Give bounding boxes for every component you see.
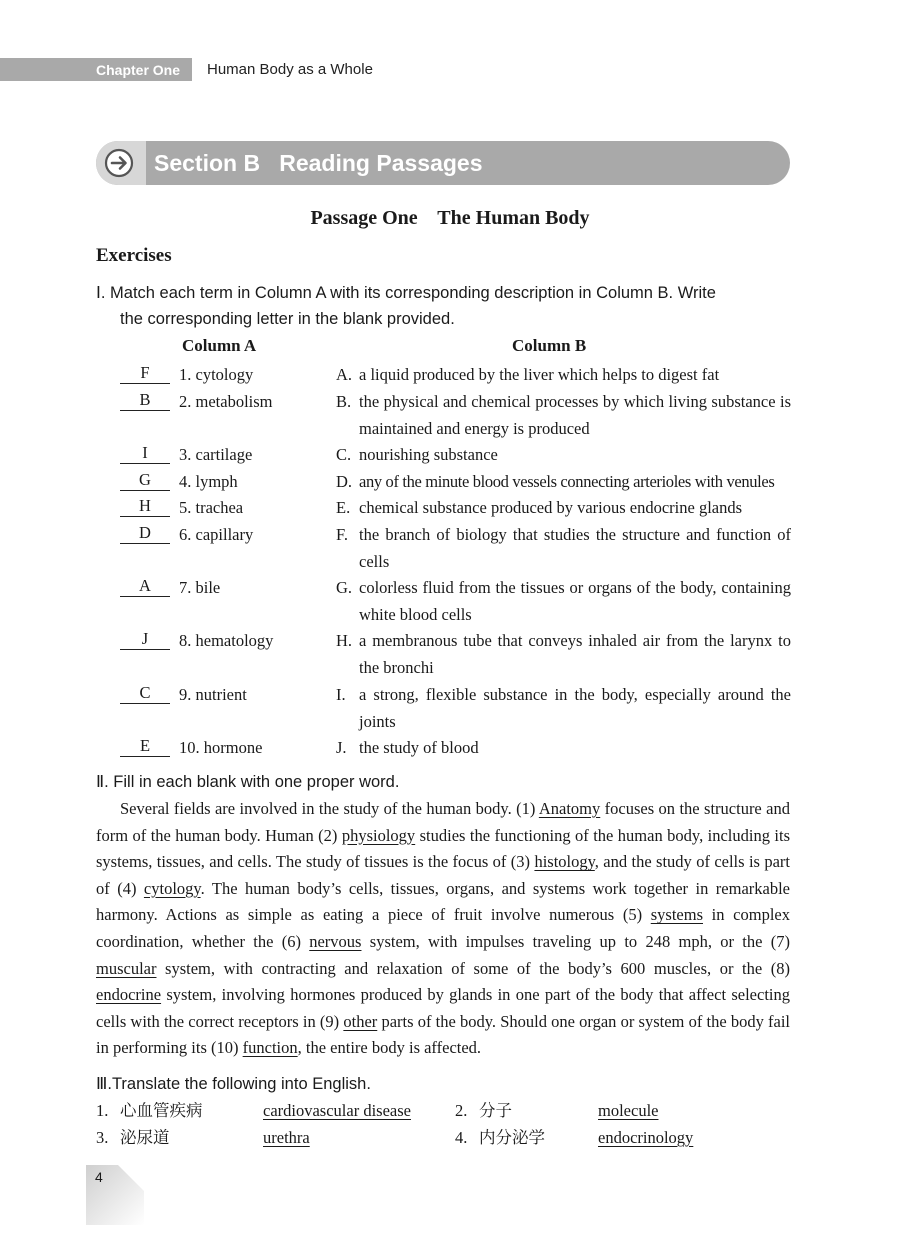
column-b-description: colorless fluid from the tissues or organs of the body, containing white blood cells (359, 578, 791, 624)
column-a-term: 7. bile (179, 578, 221, 597)
filled-answer[interactable]: other (343, 1011, 378, 1031)
arrow-right-circle-icon (104, 148, 134, 178)
filled-answer[interactable]: function (242, 1038, 298, 1058)
column-b-letter: C. (336, 445, 352, 464)
column-b-letter: E. (336, 498, 351, 517)
column-a-term: 10. hormone (179, 738, 263, 757)
ex1-instruction: Ⅰ. Match each term in Column A with its corresponding description in Column B. Write (96, 284, 716, 302)
column-b-letter: J. (336, 738, 347, 757)
answer-blank[interactable]: F (120, 363, 170, 384)
fill-in-paragraph (96, 796, 790, 1062)
filled-answer[interactable]: endocrine (96, 985, 162, 1005)
translate-answer: cardiovascular disease (263, 1101, 411, 1120)
filled-answer[interactable]: muscular (96, 958, 157, 978)
column-b-description: a membranous tube that conveys inhaled air from the larynx to the bronchi (359, 631, 791, 677)
column-b-header: Column B (512, 336, 587, 355)
chapter-title: Human Body as a Whole (207, 61, 373, 78)
column-a-term: 1. cytology (179, 365, 254, 384)
column-b-letter: I. (336, 685, 346, 704)
filled-answer[interactable]: histology (534, 852, 595, 872)
column-b-description: a liquid produced by the liver which helps to digest fat (359, 365, 720, 384)
filled-answer[interactable]: cytology (143, 878, 201, 898)
column-a-term: 4. lymph (179, 472, 238, 491)
translate-answer: urethra (263, 1128, 310, 1147)
column-b-letter: G. (336, 578, 353, 597)
column-b-description: chemical substance produced by various endocrine glands (359, 498, 743, 517)
column-b-description: a strong, flexible substance in the body, especially around the joints (359, 685, 791, 731)
answer-blank[interactable]: A (120, 576, 170, 597)
column-b-description: any of the minute blood vessels connecting arterioles with venules (359, 472, 775, 491)
column-b-letter: D. (336, 472, 353, 491)
translate-term: 泌尿道 (120, 1128, 170, 1147)
answer-blank[interactable]: E (120, 736, 170, 757)
answer-blank[interactable]: I (120, 443, 170, 464)
translate-num: 4. (455, 1128, 468, 1147)
ex3-instruction: Ⅲ.Translate the following into English. (96, 1075, 371, 1093)
translate-num: 3. (96, 1128, 109, 1147)
column-b-description: nourishing substance (359, 445, 498, 464)
translate-num: 1. (96, 1101, 109, 1120)
column-b-description: the physical and chemical processes by which living substance is maintained and energy is produced (359, 392, 791, 438)
answer-blank[interactable]: H (120, 496, 170, 517)
column-a-term: 6. capillary (179, 525, 254, 544)
answer-blank[interactable]: C (120, 683, 170, 704)
translate-num: 2. (455, 1101, 468, 1120)
paragraph-text: focuses on the structure and form of the human body. Human (2) (96, 799, 790, 845)
translate-answer: endocrinology (598, 1128, 694, 1147)
column-b-letter: H. (336, 631, 353, 650)
paragraph-text: . The human body’s cells, tissues, organs, and systems work together in remarkable harmony. Actions as simple as eating a piece of fruit involve numerous (5) (96, 878, 790, 925)
paragraph-text: system, with impulses traveling up to 248 mph, or the (7) (361, 931, 790, 951)
ex2-instruction: Ⅱ. Fill in each blank with one proper word. (96, 773, 400, 791)
column-a-term: 5. trachea (179, 498, 244, 517)
page-number: 4 (95, 1169, 103, 1185)
column-b-letter: A. (336, 365, 353, 384)
paragraph-text: Several fields are involved in the study of the human body. (1) (120, 799, 539, 818)
translate-term: 内分泌学 (479, 1128, 545, 1147)
filled-answer[interactable]: physiology (341, 825, 416, 845)
translate-term: 分子 (479, 1101, 512, 1120)
filled-answer[interactable]: Anatomy (538, 799, 601, 818)
paragraph-text: studies the functioning of the human body, including its systems, tissues, and cells. The study of tissues is the focus of (3) (96, 825, 791, 872)
column-a-term: 9. nutrient (179, 685, 247, 704)
exercises-heading: Exercises (96, 245, 172, 266)
column-b-letter: F. (336, 525, 348, 544)
filled-answer[interactable]: nervous (309, 931, 362, 951)
column-a-term: 3. cartilage (179, 445, 253, 464)
paragraph-text: parts of the body. Should one organ or system of the body fail in performing its (10) (96, 1011, 791, 1058)
translate-term: 心血管疾病 (120, 1101, 203, 1120)
ex1-instruction-cont: the corresponding letter in the blank provided. (120, 310, 455, 328)
column-b-letter: B. (336, 392, 352, 411)
passage-title: Passage One The Human Body (310, 207, 590, 229)
column-b-description: the study of blood (359, 738, 479, 757)
answer-blank[interactable]: G (120, 470, 170, 491)
paragraph-text: , the entire body is affected. (297, 1038, 482, 1058)
answer-blank[interactable]: B (120, 390, 170, 411)
filled-answer[interactable]: systems (650, 905, 703, 925)
column-b-description: the branch of biology that studies the structure and function of cells (359, 525, 791, 571)
answer-blank[interactable]: D (120, 523, 170, 544)
chapter-label: Chapter One (96, 62, 181, 78)
column-a-term: 8. hematology (179, 631, 274, 650)
paragraph-text: in complex coordination, whether the (6) (96, 905, 790, 951)
answer-blank[interactable]: J (120, 629, 170, 650)
column-a-term: 2. metabolism (179, 392, 273, 411)
paragraph-text: , and the study of cells is part of (4) (96, 852, 790, 898)
translate-answer: molecule (598, 1101, 659, 1120)
paragraph-text: system, with contracting and relaxation of some of the body’s 600 muscles, or the (8) (156, 958, 790, 978)
column-a-header: Column A (182, 336, 257, 355)
section-title: Section B Reading Passages (154, 150, 483, 176)
paragraph-text: system, involving hormones produced by glands in one part of the body that affect selecting cells with the correct receptors in (9) (96, 985, 790, 1031)
